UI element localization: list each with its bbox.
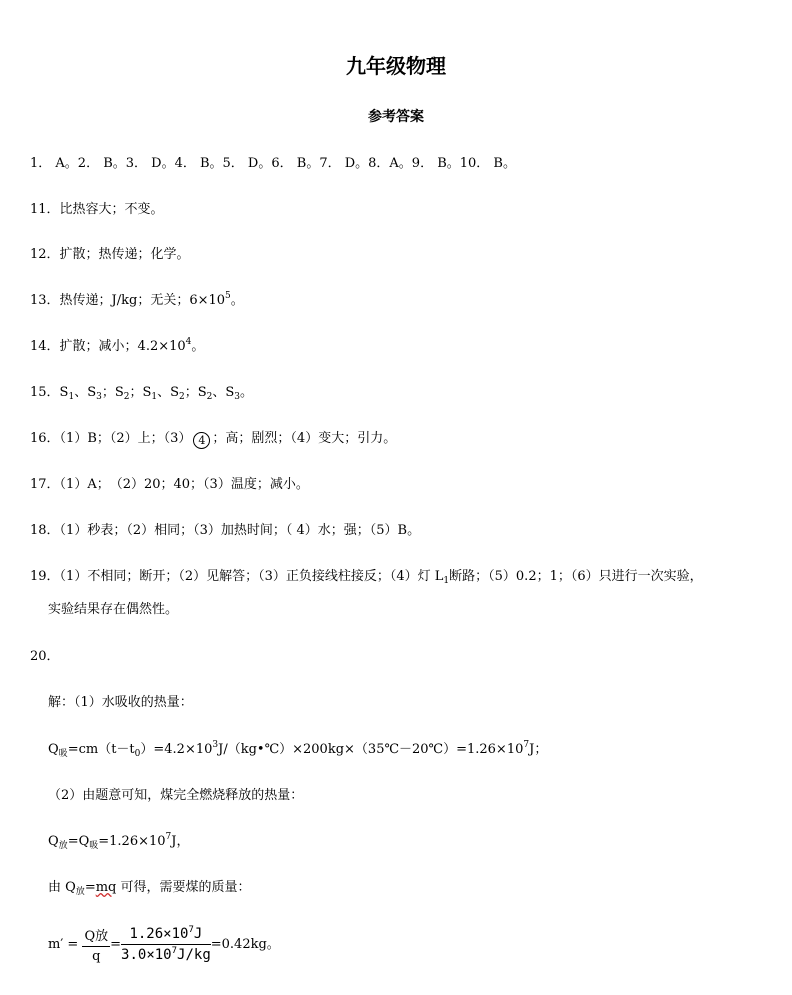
subscript: 吸 [89, 841, 99, 851]
answer-15-part: ；S [101, 385, 124, 400]
equation-3 [48, 879, 251, 897]
answer-20-label: 20． [30, 649, 60, 664]
eq-part: Q [48, 742, 59, 757]
num-unit: J [193, 926, 203, 942]
fraction-numerator: Q放 [82, 925, 110, 947]
eq-part: 由 Q [48, 880, 76, 895]
subscript: 1 [151, 392, 158, 402]
page-subtitle: 参考答案 [368, 109, 424, 125]
subscript: 2 [179, 392, 185, 402]
subscript: 1 [68, 392, 75, 402]
answer-15-part: 、S [74, 385, 97, 400]
answer-19-text-cont: 断路；（5）0.2；1；（6）只进行一次实验， [449, 569, 703, 584]
equation-4 [48, 925, 280, 964]
den-unit: J/kg [177, 947, 211, 963]
exponent: 3 [212, 740, 219, 750]
page-title: 九年级物理 [346, 54, 446, 78]
answer-13-text: 13．热传递；J/kg；无关；6×10 [30, 293, 226, 308]
answer-15-part: 、S [212, 385, 235, 400]
eq-part: =Q [67, 834, 90, 849]
eq-part: ）=4.2×10 [140, 742, 213, 757]
eq-part: =cm（t－t [67, 742, 135, 757]
eq-part: = [84, 880, 96, 895]
subscript: 放 [75, 887, 85, 897]
answer-14 [30, 338, 204, 356]
eq-part: =1.26×10 [98, 834, 166, 849]
fraction-q-ratio [82, 925, 110, 964]
answer-15-part: 。 [240, 385, 254, 400]
answer-16 [30, 430, 396, 449]
solution-intro: 解：（1）水吸收的热量： [48, 695, 193, 710]
eq4-equals: = [110, 937, 122, 952]
subscript: 3 [234, 392, 241, 402]
eq-part: J， [171, 834, 190, 849]
eq4-rhs: =0.42kg。 [210, 937, 280, 952]
answer-15-part: 、S [157, 385, 180, 400]
subscript: 3 [96, 392, 102, 402]
answer-15 [30, 384, 253, 402]
subscript: 2 [206, 392, 213, 402]
underlined-mq: mq [95, 880, 117, 895]
answer-13-exponent: 5 [225, 291, 231, 301]
solution-step-2: （2）由题意可知，煤完全燃烧释放的热量： [48, 788, 304, 803]
subscript: 放 [58, 841, 68, 851]
eq4-lhs: m′ = [48, 937, 79, 952]
answer-15-part: ；S [184, 385, 207, 400]
answer-12: 12．扩散；热传递；化学。 [30, 247, 190, 262]
subscript: 2 [123, 392, 130, 402]
exponent: 7 [165, 832, 172, 842]
subscript: 0 [134, 749, 141, 759]
exponent: 7 [188, 925, 194, 935]
eq-part: J/（kg•℃）×200kg×（35℃－20℃）=1.26×10 [218, 742, 524, 757]
eq-part: Q [48, 834, 59, 849]
answer-16-text: 16．（1）B；（2）上；（3） [30, 431, 192, 446]
circled-number: 4 [193, 432, 210, 449]
fraction-numerator [121, 926, 211, 945]
answer-14-text: 14．扩散；减小；4.2×10 [30, 339, 186, 354]
den-text: 3.0×10 [121, 947, 172, 963]
fraction-denominator [121, 945, 211, 963]
answer-1-10: 1． A。2． B。3． D。4． B。5． D。6． B。7． D。8．A。9． B。10． B。 [30, 156, 516, 171]
answer-13-end: 。 [230, 293, 244, 308]
subscript: 吸 [58, 749, 68, 759]
answer-19-continued: 实验结果存在偶然性。 [48, 602, 179, 617]
eq-part: J； [529, 742, 548, 757]
equation-1 [48, 741, 547, 759]
answer-14-end: 。 [191, 339, 205, 354]
answer-18: 18．（1）秒表；（2）相同；（3）加热时间；（ 4）水；强；（5）B。 [30, 523, 421, 538]
answer-15-part: 15．S [30, 385, 69, 400]
answer-19-text: 19．（1）不相同；断开；（2）见解答；（3）正负接线柱接反；（4）灯 L [30, 569, 444, 584]
answer-17: 17．（1）A； （2）20；40；（3）温度；减小。 [30, 477, 309, 492]
fraction-denominator: q [92, 949, 101, 964]
answer-16-end: ；高；剧烈；（4）变大；引力。 [212, 431, 397, 446]
answer-11: 11．比热容大；不变。 [30, 202, 164, 217]
exponent: 7 [171, 946, 178, 956]
answer-14-exponent: 4 [185, 337, 192, 347]
equation-2 [48, 833, 190, 851]
answer-13 [30, 292, 244, 310]
num-text: 1.26×10 [129, 926, 189, 942]
exponent: 7 [523, 740, 530, 750]
answer-19 [30, 568, 703, 586]
eq-part: 可得，需要煤的质量： [116, 880, 251, 895]
fraction-values [121, 926, 211, 963]
answer-15-part: ；S [129, 385, 152, 400]
subscript: 1 [443, 576, 450, 586]
